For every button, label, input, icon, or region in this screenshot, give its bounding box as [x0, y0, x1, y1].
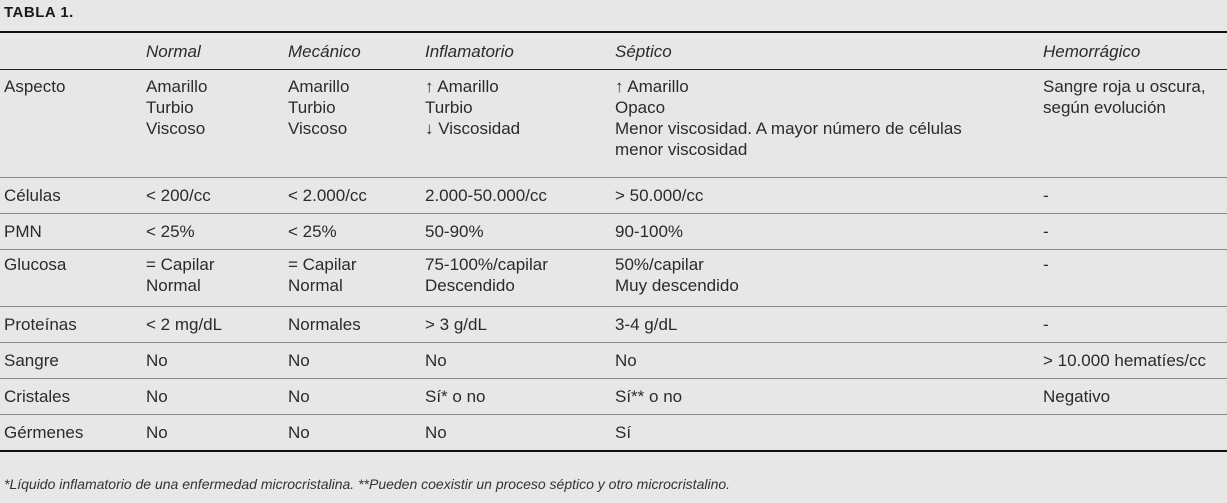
table-cell: Normales: [288, 307, 425, 343]
cell-line: = Capilar: [146, 255, 215, 274]
table-row: [0, 250, 1227, 307]
table-cell: [615, 70, 1043, 178]
table-cell: Negativo: [1043, 379, 1227, 415]
table-cell: 2.000-50.000/cc: [425, 178, 615, 214]
table-title: TABLA 1.: [4, 4, 74, 21]
table-cell: -: [1043, 214, 1227, 250]
table-cell: No: [288, 379, 425, 415]
table-cell: No: [146, 343, 288, 379]
cell-line: ↑ Amarillo: [615, 77, 689, 96]
table-cell: No: [146, 379, 288, 415]
table-row: [0, 307, 1227, 343]
table-cell: [1043, 415, 1227, 452]
table-cell: No: [288, 343, 425, 379]
cell-line: Menor viscosidad. A mayor número de células: [615, 119, 962, 138]
header-row: [0, 34, 1227, 70]
header-empty: [0, 34, 146, 70]
table-cell: No: [615, 343, 1043, 379]
cell-line: = Capilar: [288, 255, 357, 274]
table-cell: [288, 250, 425, 307]
cell-line: Amarillo: [288, 77, 350, 96]
table-cell: [425, 70, 615, 178]
cell-line: Turbio: [288, 98, 336, 117]
table-row: [0, 379, 1227, 415]
cell-line: Amarillo: [146, 77, 208, 96]
cell-line: Normal: [146, 276, 201, 295]
table-cell: [146, 250, 288, 307]
table-cell: No: [425, 415, 615, 452]
table-footnote: *Líquido inflamatorio de una enfermedad microcristalina. **Pueden coexistir un proceso séptico y otro microcristalino.: [4, 476, 731, 492]
table-cell: Sí: [615, 415, 1043, 452]
table-cell: -: [1043, 250, 1227, 307]
table-cell: [615, 250, 1043, 307]
table-cell: 50-90%: [425, 214, 615, 250]
cell-line: menor viscosidad: [615, 140, 748, 159]
header-hemorragico: Hemorrágico: [1043, 34, 1227, 70]
row-label: Aspecto: [0, 70, 146, 178]
cell-line: 50%/capilar: [615, 255, 704, 274]
header-inflamatorio: Inflamatorio: [425, 34, 615, 70]
table-cell: 90-100%: [615, 214, 1043, 250]
table-cell: Sí* o no: [425, 379, 615, 415]
table-cell: > 3 g/dL: [425, 307, 615, 343]
table-row: [0, 214, 1227, 250]
table-cell: < 2.000/cc: [288, 178, 425, 214]
table-row: [0, 343, 1227, 379]
top-rule: [0, 31, 1227, 33]
row-label: Gérmenes: [0, 415, 146, 452]
table-cell: No: [425, 343, 615, 379]
cell-line: Viscoso: [288, 119, 348, 138]
table-cell: < 2 mg/dL: [146, 307, 288, 343]
table-cell: > 10.000 hematíes/cc: [1043, 343, 1227, 379]
cell-line: Opaco: [615, 98, 666, 117]
table-cell: < 25%: [288, 214, 425, 250]
row-label: Proteínas: [0, 307, 146, 343]
cell-line: Normal: [288, 276, 343, 295]
row-label: Glucosa: [0, 250, 146, 307]
row-label: PMN: [0, 214, 146, 250]
table-cell: No: [288, 415, 425, 452]
table-cell: < 200/cc: [146, 178, 288, 214]
row-label: Sangre: [0, 343, 146, 379]
table-cell: No: [146, 415, 288, 452]
cell-line: según evolución: [1043, 98, 1166, 117]
row-label: Cristales: [0, 379, 146, 415]
row-label: Células: [0, 178, 146, 214]
table-row: [0, 178, 1227, 214]
header-septico: Séptico: [615, 34, 1043, 70]
cell-line: Muy descendido: [615, 276, 739, 295]
table-cell: Sí** o no: [615, 379, 1043, 415]
header-normal: Normal: [146, 34, 288, 70]
table-cell: [146, 70, 288, 178]
cell-line: Turbio: [146, 98, 194, 117]
table-cell: [288, 70, 425, 178]
header-mecanico: Mecánico: [288, 34, 425, 70]
table-cell: -: [1043, 307, 1227, 343]
table-row: [0, 415, 1227, 452]
table-cell: < 25%: [146, 214, 288, 250]
cell-line: ↑ Amarillo: [425, 77, 499, 96]
cell-line: 75-100%/capilar: [425, 255, 548, 274]
table-cell: > 50.000/cc: [615, 178, 1043, 214]
cell-line: ↓ Viscosidad: [425, 119, 521, 138]
cell-line: Turbio: [425, 98, 473, 117]
cell-line: Sangre roja u oscura,: [1043, 77, 1206, 96]
table-row: [0, 70, 1227, 178]
cell-line: Descendido: [425, 276, 515, 295]
table-cell: 3-4 g/dL: [615, 307, 1043, 343]
table-cell: -: [1043, 178, 1227, 214]
synovial-fluid-table: [0, 34, 1227, 452]
table-cell: [425, 250, 615, 307]
table-cell: [1043, 70, 1227, 178]
cell-line: Viscoso: [146, 119, 206, 138]
